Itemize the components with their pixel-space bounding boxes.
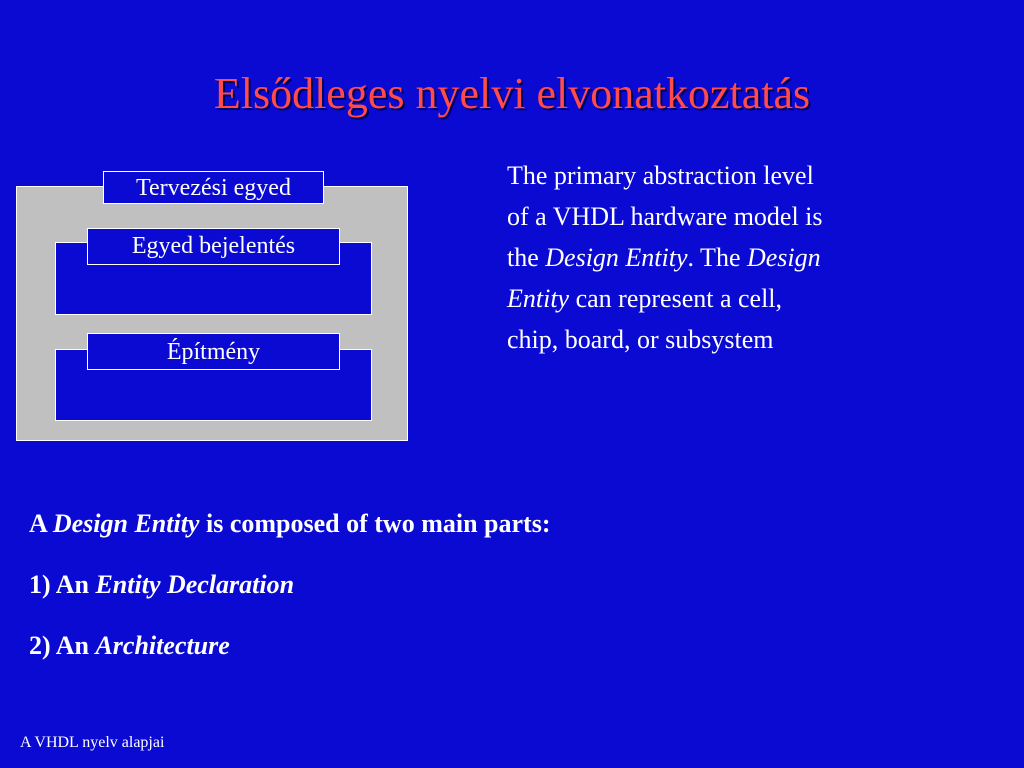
parts-item-prefix: 1) An [29, 570, 96, 599]
architecture-label: Építmény [87, 333, 340, 370]
design-entity-term: Entity [507, 284, 570, 313]
entity-declaration-label: Egyed bejelentés [87, 228, 340, 265]
parts-intro-fragment: A [29, 509, 53, 538]
parts-intro-fragment: is composed of two main parts: [199, 509, 551, 538]
parts-list [29, 505, 550, 688]
description-line: chip, board, or subsystem [507, 325, 774, 354]
design-entity-term: Design Entity [52, 509, 200, 538]
design-entity-term: Design Entity [545, 243, 688, 272]
slide-footer: A VHDL nyelv alapjai [20, 734, 165, 751]
architecture-term: Architecture [95, 631, 230, 660]
description-text-fragment: can represent a cell, [569, 284, 783, 313]
description-line [507, 237, 947, 278]
description-text-fragment: . The [687, 243, 747, 272]
description-line [507, 278, 947, 319]
parts-item-entity-declaration [29, 566, 550, 627]
design-unit-label: Tervezési egyed [103, 171, 324, 204]
description-line: The primary abstraction level [507, 161, 814, 190]
entity-declaration-term: Entity Declaration [95, 570, 295, 599]
slide-title: Elsődleges nyelvi elvonatkoztatás [213, 69, 811, 118]
design-entity-term: Design [746, 243, 821, 272]
description-text-fragment: the [507, 243, 546, 272]
parts-item-prefix: 2) An [29, 631, 96, 660]
description-line: of a VHDL hardware model is [507, 202, 823, 231]
parts-item-architecture [29, 627, 550, 688]
parts-intro [29, 505, 550, 566]
description-text [507, 155, 947, 360]
